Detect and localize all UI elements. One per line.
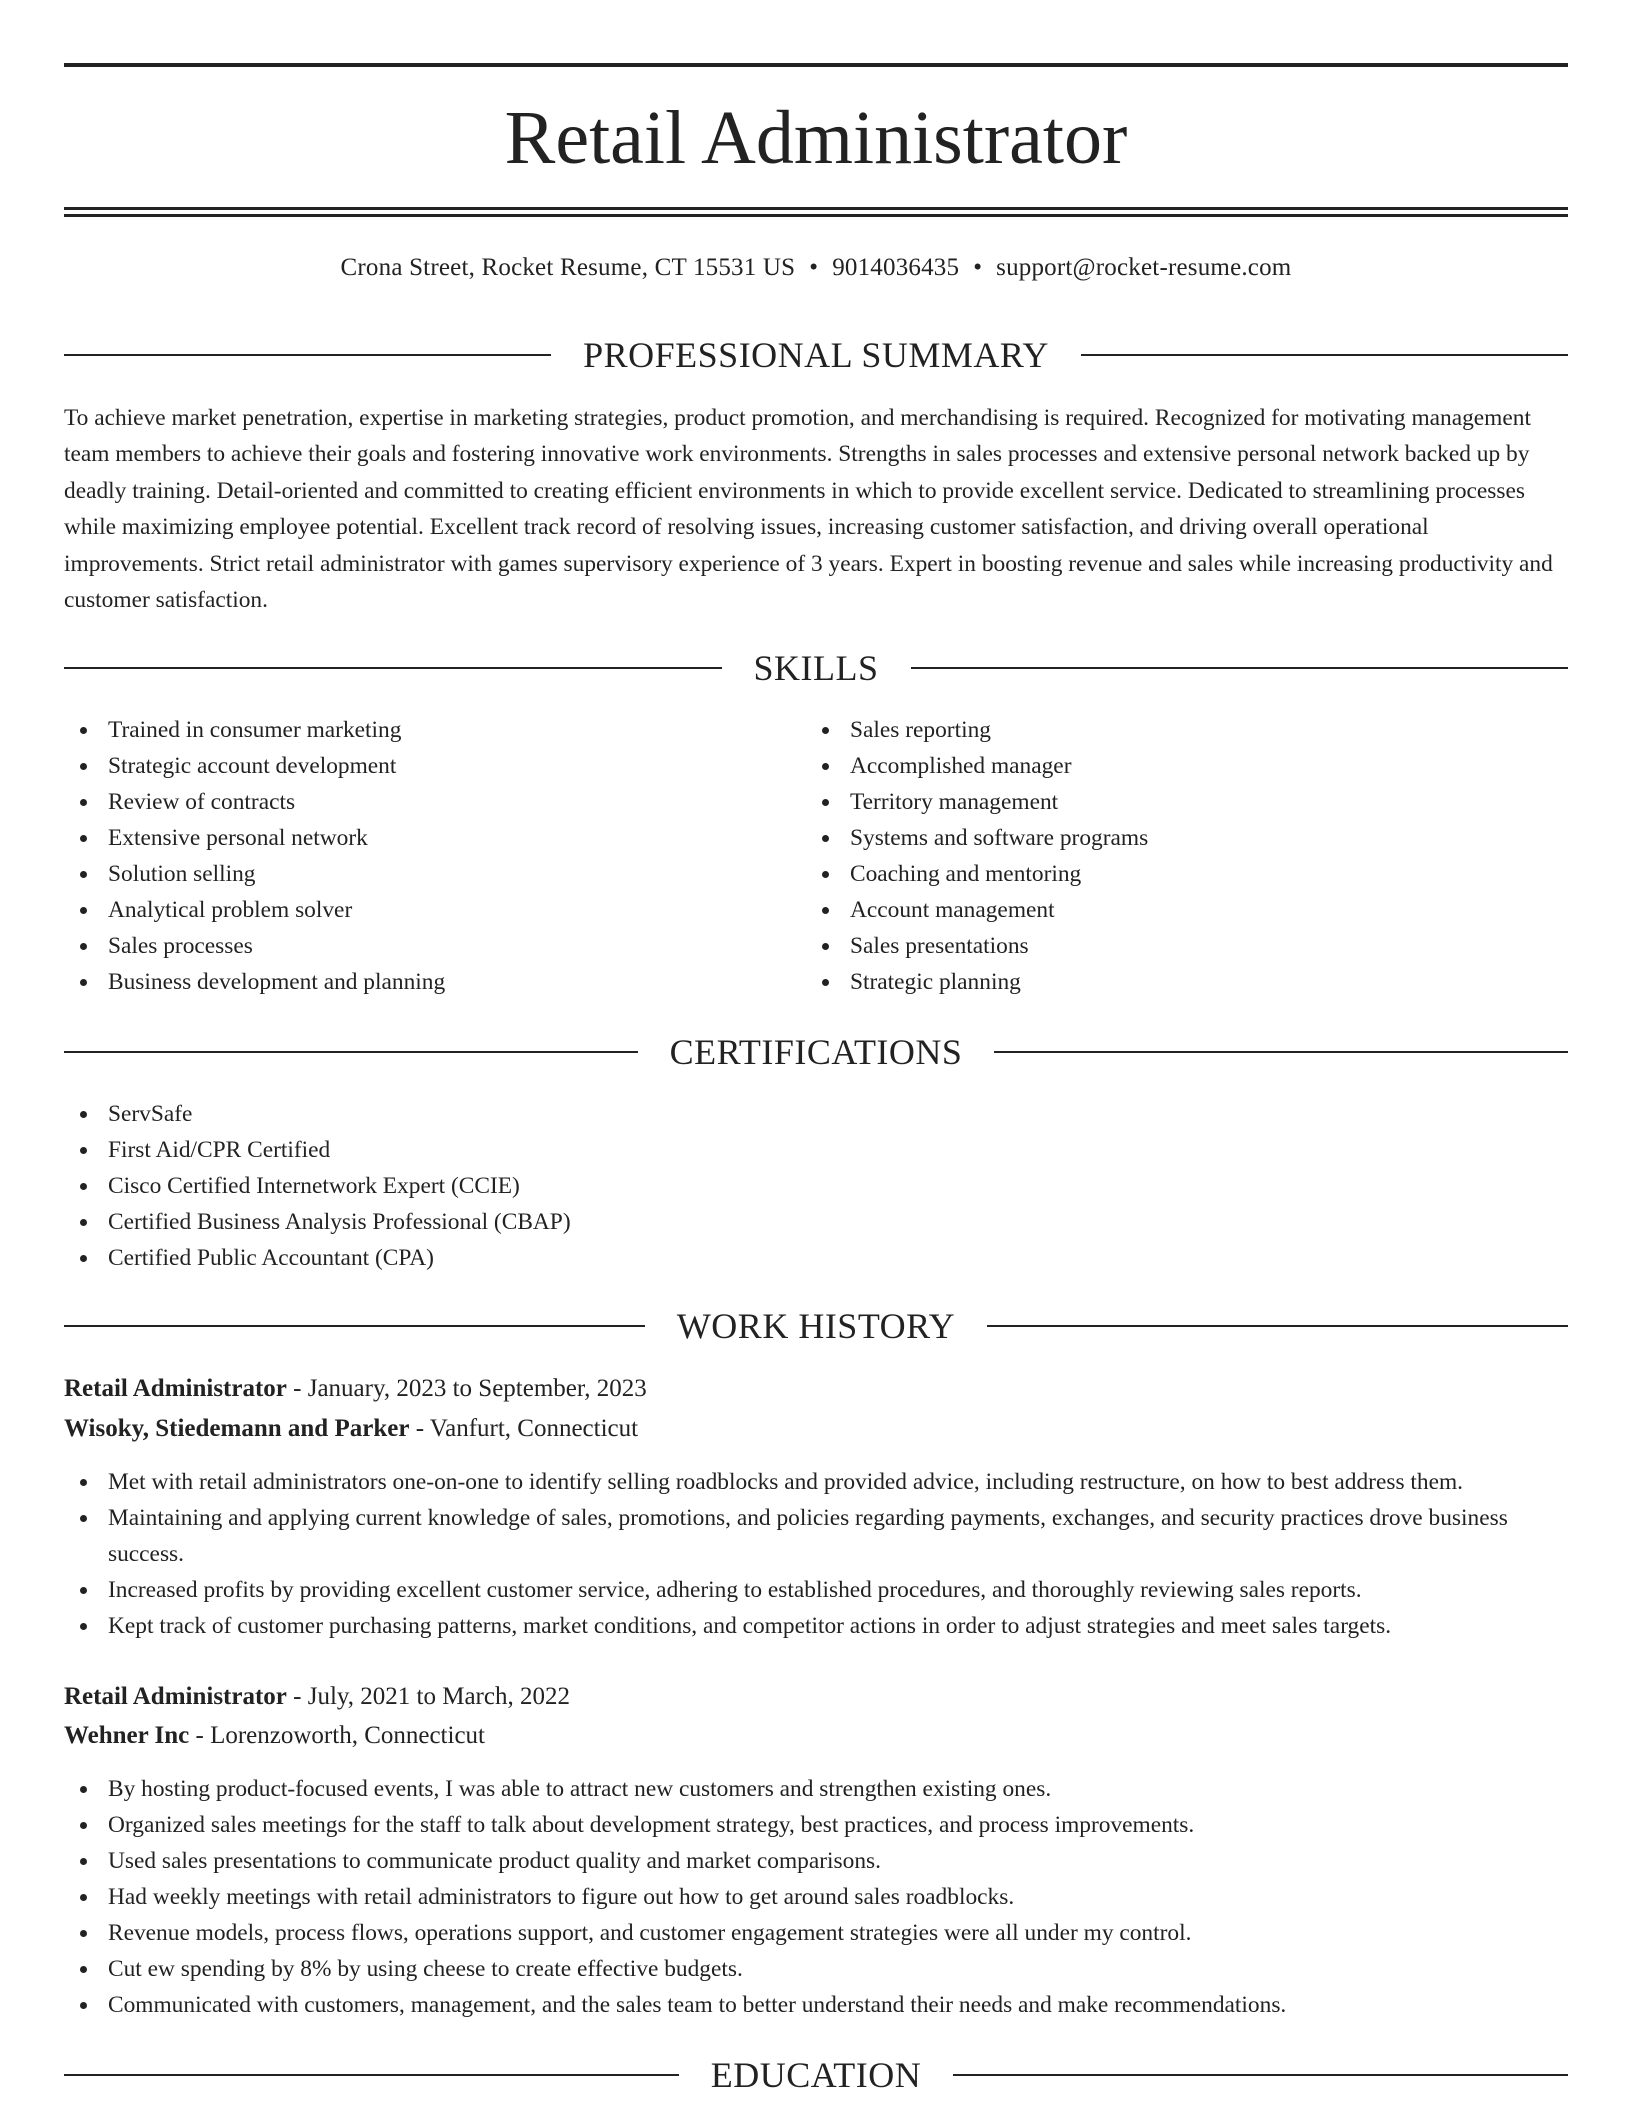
job-bullet: Communicated with customers, management, and the sales team to better understand their needs and make recommendations. [64, 1987, 1568, 2023]
certifications-list [64, 1096, 1568, 1276]
job-bullets-block [64, 1464, 1568, 1644]
skill-item: Sales processes [64, 928, 804, 964]
skill-item: Territory management [806, 784, 1568, 820]
section-heading-education [64, 2057, 1568, 2093]
certification-item: Cisco Certified Internetwork Expert (CCIE) [64, 1168, 1568, 1204]
job-dates: - January, 2023 to September, 2023 [286, 1375, 647, 1402]
contact-phone: 9014036435 [832, 254, 960, 281]
heading-rule [911, 667, 1569, 669]
certification-item: Certified Public Accountant (CPA) [64, 1240, 1568, 1276]
header-top-rule [64, 63, 1568, 67]
heading-rule [64, 354, 551, 356]
job-bullet: Had weekly meetings with retail administrators to figure out how to get around sales roadblocks. [64, 1879, 1568, 1915]
skill-item: Coaching and mentoring [806, 856, 1568, 892]
summary-text: To achieve market penetration, expertise in marketing strategies, product promotion, and merchandising is required. Recognized for motivating management team members to achieve their goals and fostering innovative work environments. Strengths in sales processes and extensive personal network backed up by deadly training. Detail-oriented and committed to creating efficient environments in which to provide excellent service. Dedicated to streamlining processes while maximizing employee potential. Excellent track record of resolving issues, increasing customer satisfaction, and driving overall operational improvements. Strict retail administrator with games supervisory experience of 3 years. Expert in boosting revenue and sales while increasing productivity and customer satisfaction. [64, 405, 1553, 614]
job-company: Wehner Inc [64, 1722, 190, 1749]
section-heading-summary [64, 337, 1568, 373]
job-bullet: Organized sales meetings for the staff to talk about development strategy, best practices, and process improvements. [64, 1807, 1568, 1843]
certification-item: Certified Business Analysis Professional (CBAP) [64, 1204, 1568, 1240]
section-title: PROFESSIONAL SUMMARY [583, 335, 1049, 375]
job-bullet: Kept track of customer purchasing patterns, market conditions, and competitor actions in order to adjust strategies and meet sales targets. [64, 1608, 1568, 1644]
resume-name: Retail Administrator [504, 96, 1128, 180]
section-title: EDUCATION [710, 2055, 922, 2095]
skills-column-right [806, 712, 1568, 1000]
heading-rule [994, 1051, 1568, 1053]
job-location: - Lorenzoworth, Connecticut [189, 1722, 485, 1749]
contact-email[interactable]: support@rocket-resume.com [996, 254, 1292, 281]
skill-item: Sales presentations [806, 928, 1568, 964]
job-title: Retail Administrator [64, 1683, 287, 1710]
skill-item: Business development and planning [64, 964, 804, 1000]
contact-address: Crona Street, Rocket Resume, CT 15531 US [340, 254, 796, 281]
job-bullet: Met with retail administrators one-on-one to identify selling roadblocks and provided advice, including restructure, on how to best address them. [64, 1464, 1568, 1500]
job-location: - Vanfurt, Connecticut [409, 1415, 639, 1442]
job-bullet: Used sales presentations to communicate product quality and market comparisons. [64, 1843, 1568, 1879]
job-bullet: Maintaining and applying current knowledge of sales, promotions, and policies regarding payments, exchanges, and security practices drove business success. [64, 1500, 1568, 1572]
heading-rule [64, 667, 722, 669]
heading-rule [64, 2074, 679, 2076]
job-bullets-list [64, 1464, 1568, 1644]
section-heading-certifications [64, 1034, 1568, 1070]
skill-item: Solution selling [64, 856, 804, 892]
heading-rule [953, 2074, 1568, 2076]
contact-separator: • [973, 254, 983, 281]
skill-item: Strategic planning [806, 964, 1568, 1000]
contact-separator: • [809, 254, 819, 281]
heading-rule [64, 1051, 638, 1053]
skill-item: Trained in consumer marketing [64, 712, 804, 748]
certification-item: First Aid/CPR Certified [64, 1132, 1568, 1168]
skill-item: Sales reporting [806, 712, 1568, 748]
skills-column-left [64, 712, 804, 1000]
contact-line [64, 254, 1568, 282]
job-bullet: Increased profits by providing excellent customer service, adhering to established procedures, and thoroughly reviewing sales reports. [64, 1572, 1568, 1608]
certifications-block [64, 1096, 1568, 1276]
heading-rule [64, 1325, 645, 1327]
skill-item: Strategic account development [64, 748, 804, 784]
job-title-line [64, 1370, 1568, 1408]
skills-list-right [806, 712, 1568, 1000]
job-dates: - July, 2021 to March, 2022 [286, 1683, 570, 1710]
section-title: CERTIFICATIONS [669, 1032, 963, 1072]
job-title: Retail Administrator [64, 1375, 287, 1402]
section-title: WORK HISTORY [676, 1306, 956, 1346]
job-bullet: Cut ew spending by 8% by using cheese to create effective budgets. [64, 1951, 1568, 1987]
skill-item: Accomplished manager [806, 748, 1568, 784]
job-title-line [64, 1678, 1568, 1716]
section-heading-work [64, 1308, 1568, 1344]
job-bullet: Revenue models, process flows, operations support, and customer engagement strategies were all under my control. [64, 1915, 1568, 1951]
certification-item: ServSafe [64, 1096, 1568, 1132]
skill-item: Systems and software programs [806, 820, 1568, 856]
heading-rule [1081, 354, 1568, 356]
job-bullet: By hosting product-focused events, I was able to attract new customers and strengthen existing ones. [64, 1771, 1568, 1807]
job-bullets-block [64, 1771, 1568, 2023]
job-company-line [64, 1717, 1568, 1755]
header-bottom-rule [64, 207, 1568, 217]
skill-item: Account management [806, 892, 1568, 928]
job-company-line [64, 1410, 1568, 1448]
job-company: Wisoky, Stiedemann and Parker [64, 1415, 410, 1442]
heading-rule [987, 1325, 1568, 1327]
skill-item: Analytical problem solver [64, 892, 804, 928]
skill-item: Review of contracts [64, 784, 804, 820]
section-title: SKILLS [753, 648, 879, 688]
skill-item: Extensive personal network [64, 820, 804, 856]
section-heading-skills [64, 650, 1568, 686]
skills-list-left [64, 712, 804, 1000]
job-bullets-list [64, 1771, 1568, 2023]
